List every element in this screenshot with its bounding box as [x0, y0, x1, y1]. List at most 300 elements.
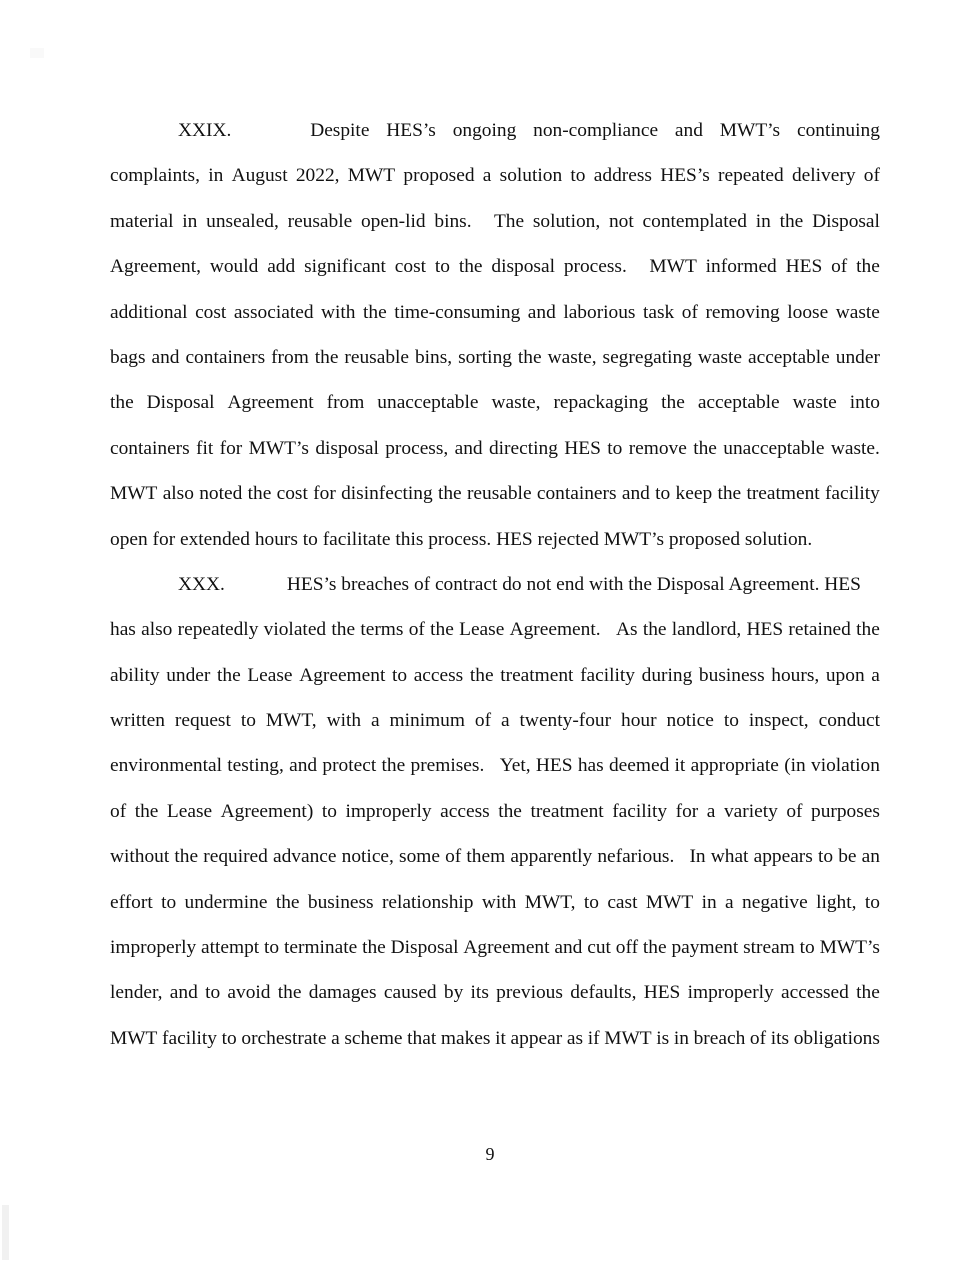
word: appropriate: [690, 755, 779, 777]
word: request: [174, 710, 231, 732]
text-line: [110, 335, 880, 380]
word: the: [247, 483, 272, 505]
word: in: [182, 210, 198, 232]
word: if: [587, 1027, 600, 1049]
word: the: [277, 982, 302, 1004]
word: the: [216, 664, 241, 686]
word: MWT,: [524, 891, 576, 913]
word: solution: [499, 165, 563, 187]
word: task: [643, 301, 675, 323]
word: to: [570, 165, 586, 187]
word: stream: [743, 937, 795, 959]
word: to: [864, 891, 880, 913]
word: non-compliance: [533, 120, 659, 141]
word: defaults,: [570, 982, 637, 1004]
word: to: [655, 483, 671, 505]
word: access: [440, 800, 490, 822]
word: is: [656, 1027, 670, 1049]
word: has: [577, 755, 604, 777]
word: unacceptable: [723, 437, 825, 459]
word: a: [371, 710, 380, 732]
word: Agreement,: [110, 256, 201, 278]
word: and: [674, 120, 703, 141]
word: Agreement: [299, 664, 386, 686]
word: the: [856, 256, 880, 278]
word: removing: [705, 301, 780, 323]
word: unacceptable: [377, 392, 479, 414]
word: process,: [385, 437, 449, 459]
word: to: [205, 982, 221, 1004]
word: of: [110, 800, 127, 822]
word: HES: [785, 256, 823, 278]
scan-artifact-bottom-left: [2, 1205, 9, 1260]
text-line: [110, 834, 880, 879]
word: waste: [697, 346, 743, 368]
word: appear: [510, 1027, 563, 1049]
word: MWT’s: [819, 937, 880, 959]
word: payment: [671, 937, 739, 959]
word: of: [749, 1027, 767, 1049]
word: a: [501, 710, 510, 732]
word: apparently: [510, 846, 593, 868]
word: Lease: [247, 664, 293, 686]
word: violated: [263, 619, 327, 641]
word: in: [755, 210, 771, 232]
paragraph: [110, 108, 880, 562]
word: treatment: [530, 800, 604, 822]
word: makes: [440, 1027, 491, 1049]
word: breach: [693, 1027, 746, 1049]
document-body: [110, 108, 880, 1061]
paragraph-marker: XXIX.: [178, 120, 232, 141]
word: containers: [110, 437, 190, 459]
word: some: [399, 846, 440, 868]
word: the: [693, 437, 717, 459]
word: during: [641, 664, 693, 686]
word: obligations: [793, 1027, 880, 1049]
word: continuing: [796, 120, 880, 141]
word: to: [264, 937, 280, 959]
word: HES: [535, 755, 573, 777]
word: Disposal: [390, 937, 459, 959]
word: bins.: [434, 210, 472, 232]
word: cost: [394, 256, 427, 278]
word: HES’s: [660, 165, 710, 187]
word: and: [527, 301, 556, 323]
word: under: [166, 664, 211, 686]
word: MWT’s: [248, 437, 309, 459]
word: to: [161, 891, 177, 913]
word: damages: [308, 982, 377, 1004]
word: informed: [705, 256, 777, 278]
word: landlord,: [671, 619, 742, 641]
word: accessed: [781, 982, 849, 1004]
word: undermine: [184, 891, 268, 913]
word: laborious: [563, 301, 636, 323]
word: [480, 199, 485, 244]
word: notice,: [341, 846, 394, 868]
word: unsealed,: [206, 210, 279, 232]
word: its: [470, 982, 489, 1004]
word: not: [608, 210, 634, 232]
word: and: [621, 483, 650, 505]
text-line: [110, 653, 880, 698]
word: and: [454, 437, 483, 459]
word: to: [817, 846, 834, 868]
word: the: [856, 619, 880, 641]
word: from: [326, 392, 365, 414]
word: contemplated: [642, 210, 747, 232]
word: variety: [723, 800, 778, 822]
word: hour: [621, 710, 657, 732]
word: to: [434, 256, 450, 278]
word: attempt: [201, 937, 260, 959]
word: without: [110, 846, 170, 868]
word: (in: [784, 755, 806, 777]
text-line: [110, 108, 880, 153]
word: terms: [360, 619, 404, 641]
word: twenty-four: [519, 710, 612, 732]
word: its: [770, 1027, 790, 1049]
word: MWT: [110, 483, 158, 505]
word: cast: [607, 891, 638, 913]
word: bins,: [414, 346, 453, 368]
word: the: [314, 346, 339, 368]
paragraph: [110, 562, 880, 1061]
word: facility: [580, 664, 635, 686]
word: previous: [496, 982, 563, 1004]
word: of: [863, 165, 880, 187]
word: with: [481, 891, 517, 913]
word: open-lid: [360, 210, 426, 232]
word: upon: [825, 664, 865, 686]
text-line: [110, 199, 880, 244]
word: Disposal: [146, 392, 215, 414]
word: a: [706, 800, 716, 822]
word: improperly: [345, 800, 432, 822]
word: the: [779, 210, 804, 232]
word: facility: [612, 800, 668, 822]
word: protect: [322, 755, 377, 777]
text-line: [110, 1016, 880, 1061]
word: time-consuming: [394, 301, 521, 323]
word: disinfecting: [341, 483, 433, 505]
word: MWT: [604, 1027, 652, 1049]
word: August: [231, 165, 288, 187]
word: bags: [110, 346, 146, 368]
word: address: [593, 165, 652, 187]
word: terminate: [284, 937, 358, 959]
word: it: [674, 755, 686, 777]
word: testing,: [227, 755, 284, 777]
word: the: [363, 301, 387, 323]
word: inspect,: [748, 710, 809, 732]
word: to: [607, 437, 623, 459]
scan-artifact-top-left: [30, 48, 44, 58]
word: what: [710, 846, 749, 868]
word: [490, 743, 495, 788]
word: for: [675, 800, 699, 822]
word: the: [458, 256, 483, 278]
text-line: [110, 380, 880, 425]
text-line: [110, 290, 880, 335]
word: improperly: [687, 982, 774, 1004]
word: cost: [195, 301, 227, 323]
word: with: [326, 710, 362, 732]
word: notice: [666, 710, 714, 732]
word: disposal: [491, 256, 555, 278]
word: the: [517, 346, 542, 368]
word: to: [221, 1027, 237, 1049]
word: the: [437, 483, 462, 505]
word: Yet,: [499, 755, 531, 777]
word: loose: [787, 301, 829, 323]
word: of: [831, 256, 848, 278]
word: the: [856, 982, 880, 1004]
text-line: [110, 607, 880, 652]
word: Agreement): [220, 800, 314, 822]
word: has: [110, 619, 136, 641]
text-line: [110, 562, 880, 607]
word: and: [169, 982, 198, 1004]
word: [679, 834, 684, 879]
word: material: [110, 210, 174, 232]
word: nefarious.: [597, 846, 675, 868]
word: avoid: [227, 982, 271, 1004]
word: containers: [536, 483, 617, 505]
word: ability: [110, 664, 160, 686]
word: of: [786, 800, 803, 822]
word: HES’s: [386, 120, 436, 141]
word: light,: [816, 891, 857, 913]
word: to: [321, 800, 337, 822]
word: effort: [110, 891, 153, 913]
text-line: [110, 471, 880, 516]
line-text: HES’s breaches of contract do not end with the Disposal Agreement. HES: [286, 573, 861, 595]
text-line: [110, 244, 880, 289]
word: by: [443, 982, 464, 1004]
word: into: [849, 392, 880, 414]
word: and: [554, 937, 583, 959]
word: caused: [383, 982, 437, 1004]
word: 2022,: [295, 165, 340, 187]
word: waste,: [547, 346, 597, 368]
word: Lease: [459, 619, 505, 641]
word: facility: [162, 1027, 217, 1049]
word: violation: [811, 755, 880, 777]
word: the: [110, 392, 134, 414]
text-line: [110, 517, 880, 562]
word: hours,: [771, 664, 820, 686]
text-line: [110, 880, 880, 925]
word: solution,: [532, 210, 601, 232]
word: that: [407, 1027, 437, 1049]
word: cost: [276, 483, 308, 505]
word: repackaging: [553, 392, 649, 414]
word: keep: [675, 483, 713, 505]
word: fit: [196, 437, 214, 459]
word: HES: [643, 982, 681, 1004]
word: delivery: [791, 165, 856, 187]
word: acceptable: [747, 346, 830, 368]
word: in: [208, 165, 224, 187]
word: the: [498, 800, 522, 822]
word: repeatedly: [177, 619, 259, 641]
word: under: [835, 346, 880, 368]
word: to: [799, 937, 815, 959]
word: in: [673, 1027, 689, 1049]
word: required: [203, 846, 268, 868]
word: add: [267, 256, 296, 278]
word: HES: [746, 619, 784, 641]
word: Lease: [166, 800, 213, 822]
word: the: [331, 619, 356, 641]
word: additional: [110, 301, 188, 323]
word: deemed: [608, 755, 670, 777]
word: MWT: [645, 891, 694, 913]
word: The: [493, 210, 525, 232]
word: HES: [564, 437, 601, 459]
word: the: [134, 800, 159, 822]
word: them: [466, 846, 506, 868]
text-line: [110, 743, 880, 788]
word: appears: [753, 846, 813, 868]
word: treatment: [500, 664, 574, 686]
word: [606, 607, 611, 652]
word: [636, 244, 641, 289]
word: the: [430, 619, 454, 641]
word: as: [566, 1027, 584, 1049]
word: negative: [742, 891, 808, 913]
paragraph-marker: XXX.: [178, 573, 225, 595]
word: containers: [185, 346, 266, 368]
word: to: [723, 710, 739, 732]
word: MWT: [347, 165, 396, 187]
word: process.: [563, 256, 627, 278]
word: MWT: [110, 1027, 158, 1049]
word: business: [307, 891, 374, 913]
word: to: [240, 710, 256, 732]
word: premises.: [410, 755, 485, 777]
text-line: [110, 970, 880, 1015]
word: Despite: [310, 120, 370, 141]
word: waste,: [491, 392, 541, 414]
word: ongoing: [452, 120, 517, 141]
word: for: [219, 437, 243, 459]
word: of: [408, 619, 425, 641]
word: of: [445, 846, 462, 868]
word: facility: [824, 483, 880, 505]
word: Disposal: [812, 210, 880, 232]
word: retained: [788, 619, 851, 641]
word: associated: [233, 301, 314, 323]
word: the: [381, 755, 406, 777]
word: proposed: [403, 165, 475, 187]
word: relationship: [381, 891, 474, 913]
word: to: [583, 891, 599, 913]
word: the: [661, 392, 685, 414]
word: noted: [199, 483, 243, 505]
word: an: [861, 846, 880, 868]
word: advance: [273, 846, 337, 868]
word: acceptable: [697, 392, 780, 414]
word: complaints,: [110, 165, 200, 187]
word: off: [615, 937, 639, 959]
word: Agreement.: [509, 619, 601, 641]
word: treatment: [746, 483, 820, 505]
word: in: [701, 891, 717, 913]
word: environmental: [110, 755, 222, 777]
word: a: [725, 891, 734, 913]
word: with: [321, 301, 356, 323]
word: the: [174, 846, 199, 868]
word: also: [141, 619, 173, 641]
word: the: [717, 483, 742, 505]
text-line: [110, 153, 880, 198]
word: MWT: [649, 256, 697, 278]
word: disposal: [315, 437, 379, 459]
text-line: [110, 789, 880, 834]
word: conduct: [818, 710, 880, 732]
word: the: [362, 937, 386, 959]
word: waste: [792, 392, 837, 414]
word: be: [838, 846, 857, 868]
word: would: [209, 256, 259, 278]
word: from: [271, 346, 309, 368]
word: segregating: [602, 346, 692, 368]
word: also: [162, 483, 194, 505]
word: orchestrate: [241, 1027, 327, 1049]
word: the: [469, 664, 494, 686]
word: significant: [304, 256, 386, 278]
word: a: [871, 664, 880, 686]
text-line: [110, 925, 880, 970]
word: of: [474, 710, 492, 732]
word: scheme: [344, 1027, 403, 1049]
word: Agreement: [227, 392, 314, 414]
word: waste.: [830, 437, 880, 459]
word: the: [642, 937, 667, 959]
word: for: [313, 483, 336, 505]
word: the: [275, 891, 300, 913]
word: reusable: [344, 346, 410, 368]
word: directing: [488, 437, 558, 459]
text-line: [110, 698, 880, 743]
word: a: [482, 165, 492, 187]
word: of: [681, 301, 698, 323]
word: reusable: [466, 483, 532, 505]
word: purposes: [811, 800, 880, 822]
word: cut: [587, 937, 611, 959]
word: business: [698, 664, 765, 686]
word: lender,: [110, 982, 163, 1004]
page-number: 9: [485, 1144, 495, 1164]
word: As: [615, 619, 638, 641]
word: remove: [628, 437, 687, 459]
word: waste: [835, 301, 880, 323]
word: MWT,: [265, 710, 317, 732]
word: the: [642, 619, 667, 641]
word: Agreement: [463, 937, 550, 959]
word: access: [413, 664, 464, 686]
word: improperly: [110, 937, 197, 959]
word: and: [289, 755, 318, 777]
text-line: [110, 426, 880, 471]
word: it: [495, 1027, 506, 1049]
word: minimum: [389, 710, 465, 732]
word: sorting: [458, 346, 512, 368]
word: a: [331, 1027, 340, 1049]
